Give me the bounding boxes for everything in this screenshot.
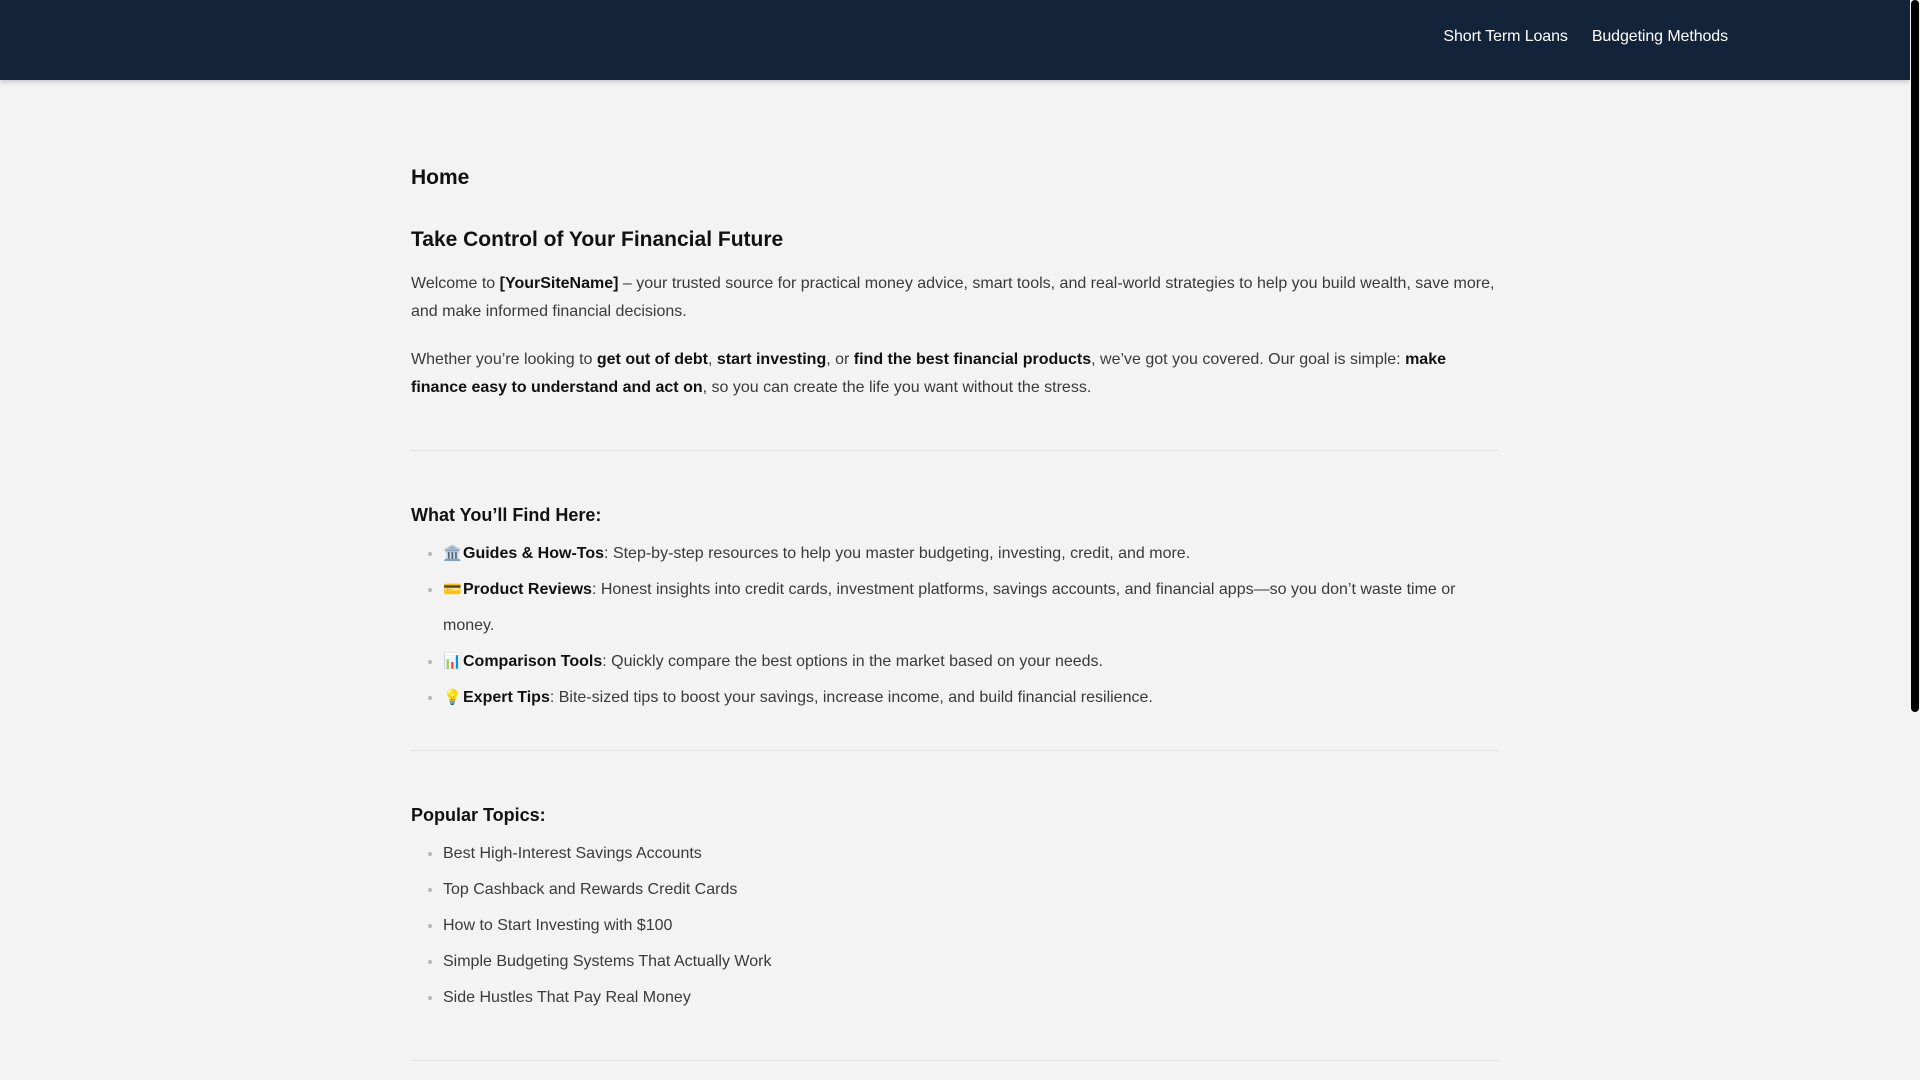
list-item: • Top Cashback and Rewards Credit Cards (443, 872, 1499, 908)
list-item (443, 680, 1499, 716)
intro-text: , so you can create the life you want without the stress. (702, 379, 1092, 396)
intro-paragraph-1 (411, 270, 1499, 326)
nav-link-budgeting-methods[interactable]: Budgeting Methods (1591, 28, 1728, 45)
main-content (411, 166, 1499, 1061)
intro-paragraph-2 (411, 346, 1499, 402)
list-item: • Best High-Interest Savings Accounts (443, 836, 1499, 872)
intro-text: , we’ve got you covered. Our goal is simple: (1091, 351, 1406, 368)
section-divider (411, 450, 1499, 451)
list-item: • Simple Budgeting Systems That Actually Work (443, 944, 1499, 980)
nav-link-short-term-loans[interactable]: Short Term Loans (1443, 28, 1568, 45)
bar-chart-icon: 📊 (443, 653, 462, 670)
list-item (443, 644, 1499, 680)
section-divider (411, 750, 1499, 751)
site-header (0, 0, 1910, 80)
list-item (443, 536, 1499, 572)
intro-text: , (707, 351, 717, 368)
bank-icon: 🏛️ (443, 545, 462, 562)
intro-text: , or (826, 351, 854, 368)
item-title: Expert Tips (463, 689, 550, 706)
item-text: : Honest insights into credit cards, investment platforms, savings accounts, and financial apps—so you don’t waste time or money. (443, 581, 1456, 634)
intro-text: – your trusted source for practical money advice, smart tools, and real-world strategies to help you build wealth, save more, and make informed financial decisions. (411, 275, 1495, 320)
item-text: : Bite-sized tips to boost your savings, increase income, and build financial resilience. (549, 689, 1153, 706)
main-nav (1443, 28, 1728, 46)
emphasis-text: make finance easy to understand and act on (411, 351, 1446, 396)
emphasis-text: get out of debt (596, 351, 708, 368)
topics-list (411, 836, 1499, 1016)
scrollbar-thumb[interactable] (1911, 0, 1919, 712)
item-title: Guides & How-Tos (463, 545, 605, 562)
intro-text: Whether you’re looking to (411, 351, 597, 368)
site-name: [YourSiteName] (499, 275, 619, 292)
page-heading: Take Control of Your Financial Future (411, 228, 784, 251)
item-text: : Quickly compare the best options in the market based on your needs. (602, 653, 1103, 670)
topics-heading: Popular Topics: (411, 805, 546, 825)
features-list (411, 536, 1499, 716)
list-item: • How to Start Investing with $100 (443, 908, 1499, 944)
list-item (443, 572, 1499, 644)
item-title: Comparison Tools (463, 653, 603, 670)
find-heading: What You’ll Find Here: (411, 505, 602, 525)
item-title: Product Reviews (463, 581, 592, 598)
section-divider (411, 1060, 1499, 1061)
emphasis-text: find the best financial products (853, 351, 1092, 368)
page-title: Home (411, 166, 470, 189)
emphasis-text: start investing (716, 351, 827, 368)
credit-card-icon: 💳 (443, 581, 462, 598)
intro-text: Welcome to (411, 275, 500, 292)
list-item: • Side Hustles That Pay Real Money (443, 980, 1499, 1016)
lightbulb-icon: 💡 (443, 689, 462, 706)
item-text: : Step-by-step resources to help you master budgeting, investing, credit, and more. (604, 545, 1191, 562)
page-scrollbar[interactable] (1910, 0, 1920, 1080)
